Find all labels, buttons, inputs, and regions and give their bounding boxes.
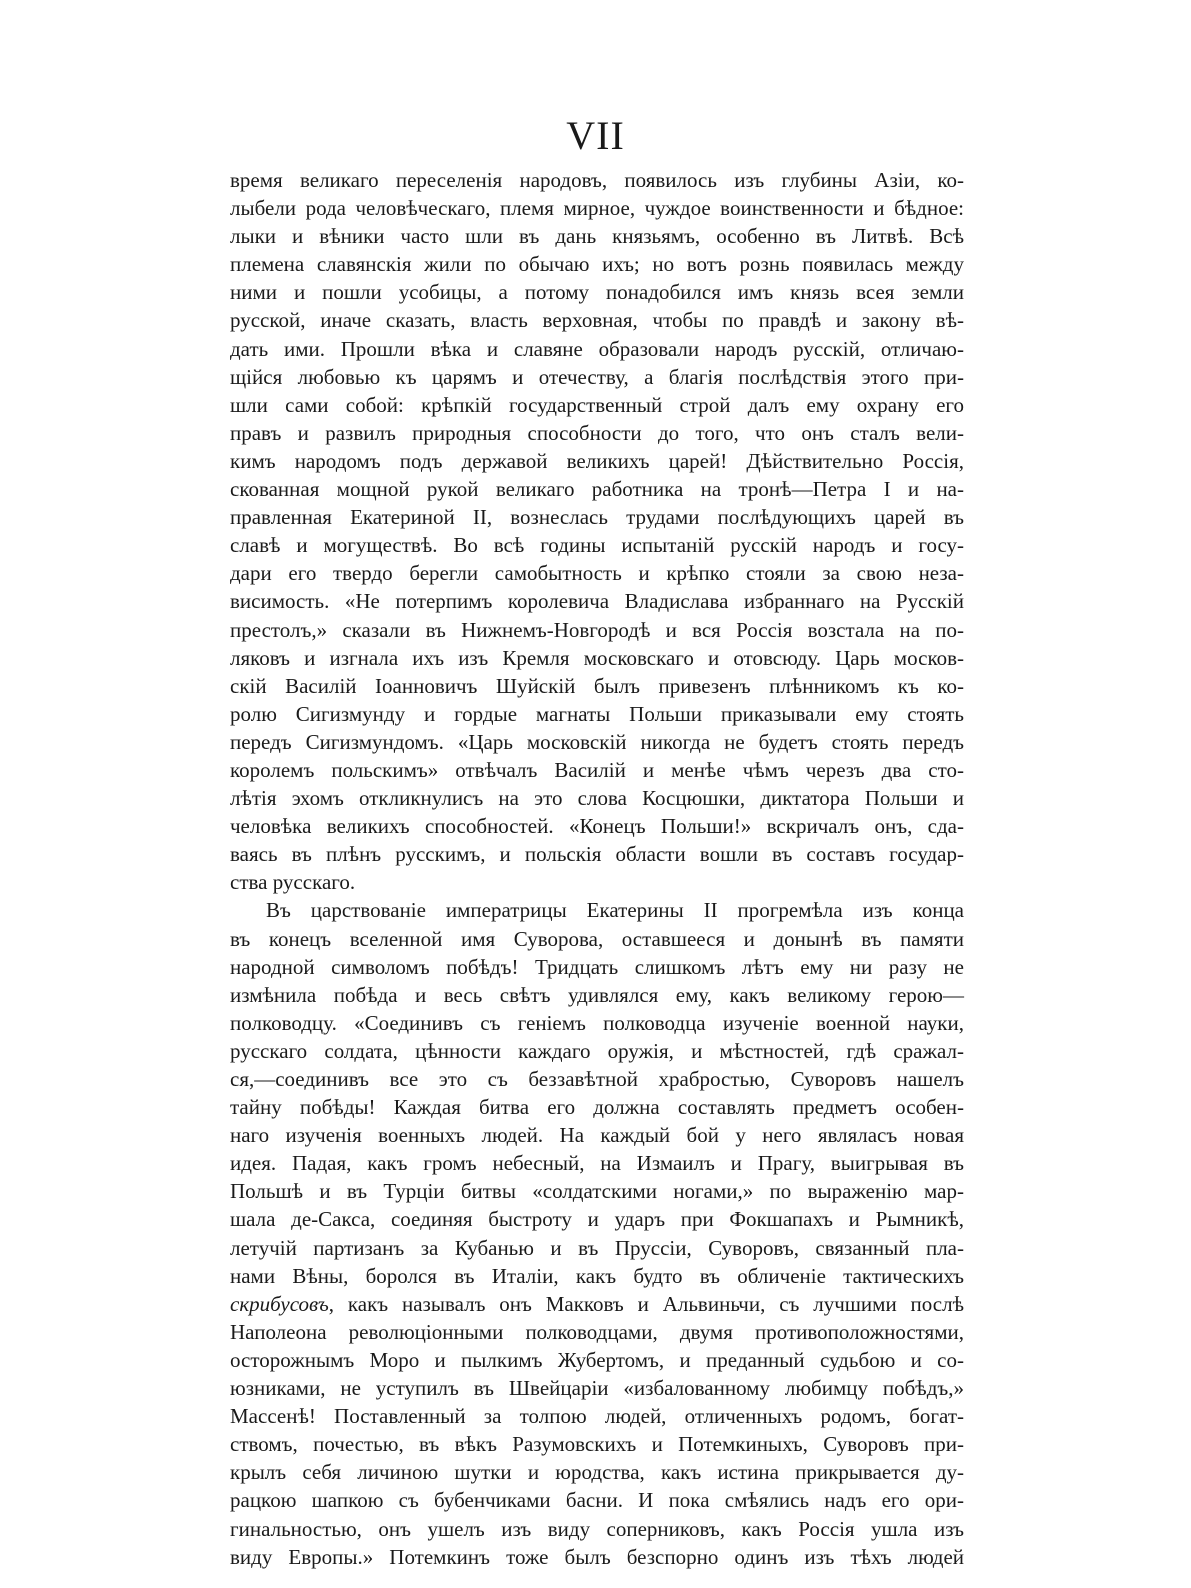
paragraph-start-line: Въ царствованіе императрицы Екатерины II прогремѣла изъ конца <box>266 898 964 923</box>
text-line: время великаго переселенія народовъ, появилось изъ глубины Азіи, ко- <box>230 168 964 192</box>
text-line: крылъ себя личиною шутки и юродства, какъ истина прикрывается ду- <box>230 1460 964 1485</box>
text-line: виду Европы.» Потемкинъ тоже былъ безспорно одинъ изъ тѣхъ людей <box>230 1544 964 1569</box>
text-line: ся,—соединивъ все это съ беззавѣтной храбростью, Суворовъ нашелъ <box>230 1067 964 1091</box>
text-line: гинальностью, онъ ушелъ изъ виду соперниковъ, какъ Россія ушла изъ <box>230 1516 964 1541</box>
text-line: кимъ народомъ подъ державой великихъ царей! Дѣйствительно Россія, <box>230 448 964 473</box>
text-line: Польшѣ и въ Турціи битвы «солдатскими ногами,» по выраженію мар- <box>230 1179 964 1204</box>
text-line: шли сами собой: крѣпкій государственный строй далъ ему охрану его <box>230 392 964 417</box>
text-line: измѣнила побѣда и весь свѣтъ удивлялся ему, какъ великому герою— <box>230 982 964 1007</box>
page-number: VII <box>566 113 625 158</box>
italic-word: скрибусовъ <box>230 1291 329 1316</box>
text-line: въ конецъ вселенной имя Суворова, оставшееся и донынѣ въ памяти <box>230 926 964 951</box>
text-line: ваясь въ плѣнъ русскимъ, и польскія области вошли въ составъ государ- <box>230 842 964 867</box>
text-line: юзниками, не уступилъ въ Швейцаріи «избалованному любимцу побѣдъ,» <box>230 1376 964 1401</box>
text-line: человѣка великихъ способностей. «Конецъ Польши!» вскричалъ онъ, сда- <box>230 814 964 839</box>
text-line: наго изученія военныхъ людей. На каждый бой у него являласъ новая <box>230 1123 964 1148</box>
text-line: нами Вѣны, боролся въ Италіи, какъ будто въ обличеніе тактическихъ <box>230 1263 964 1288</box>
text-line: щійся любовью къ царямъ и отечеству, а благія послѣдствія этого при- <box>230 364 964 389</box>
body-text <box>230 166 964 1571</box>
text-line: висимость. «Не потерпимъ королевича Владислава избраннаго на Русскій <box>230 589 964 614</box>
text-line: ляковъ и изгнала ихъ изъ Кремля московскаго и отовсюду. Царь москов- <box>230 645 964 670</box>
text-line: летучій партизанъ за Кубанью и въ Пруссіи, Суворовъ, связанный пла- <box>230 1235 964 1260</box>
text-line: дать ими. Прошли вѣка и славяне образовали народъ русскій, отличаю- <box>230 336 964 361</box>
text-line: королемъ польскимъ» отвѣчалъ Василій и менѣе чѣмъ черезъ два сто- <box>230 757 964 782</box>
text-line: правъ и развилъ природныя способности до того, что онъ сталъ вели- <box>230 420 964 445</box>
text-line: тайну побѣды! Каждая битва его должна составлять предметъ особен- <box>230 1095 964 1120</box>
text-line: дари его твердо берегли самобытность и крѣпко стояли за свою неза- <box>230 561 964 586</box>
text-line: славѣ и могуществѣ. Во всѣ годины испытаній русскій народъ и госу- <box>230 533 964 558</box>
text-line: племена славянскія жили по обычаю ихъ; но вотъ рознь появилась между <box>230 252 964 277</box>
text-line: ствомъ, почестью, въ вѣкъ Разумовскихъ и Потемкиныхъ, Суворовъ при- <box>230 1432 964 1457</box>
text-line-italic-start: скрибусовъ, какъ называлъ онъ Макковъ и Альвиньчи, съ лучшими послѣ <box>230 1291 964 1316</box>
text-line: ролю Сигизмунду и гордые магнаты Польши приказывали ему стоять <box>230 701 964 726</box>
text-line: лыбели рода человѣческаго, племя мирное, чуждое воинственности и бѣдное: <box>230 196 964 221</box>
text-line: правленная Екатериной II, вознеслась трудами послѣдующихъ царей въ <box>230 505 964 530</box>
text-line: осторожнымъ Моро и пылкимъ Жубертомъ, и преданный судьбою и со- <box>230 1347 964 1372</box>
text-line: русскаго солдата, цѣнности каждаго оружія, и мѣстностей, гдѣ сражал- <box>230 1038 964 1063</box>
text-line: шала де-Сакса, соединяя быстроту и ударъ при Фокшапахъ и Рымникѣ, <box>230 1207 964 1232</box>
text-line: полководцу. «Соединивъ съ геніемъ полководца изученіе военной науки, <box>230 1010 964 1035</box>
text-line: престолъ,» сказали въ Нижнемъ-Новгородѣ и вся Россія возстала на по- <box>230 617 964 642</box>
text-line: передъ Сигизмундомъ. «Царь московскій никогда не будетъ стоять передъ <box>230 729 964 754</box>
paragraph-end-line: ства русскаго. <box>230 870 356 895</box>
text-line: Наполеона революціонными полководцами, двумя противоположностями, <box>230 1319 964 1344</box>
text-line: идея. Падая, какъ громъ небесный, на Измаилъ и Прагу, выигрывая въ <box>230 1151 964 1176</box>
text-line: лыки и вѣники часто шли въ дань князьямъ, особенно въ Литвѣ. Всѣ <box>230 224 964 249</box>
text-line: русской, иначе сказать, власть верховная, чтобы по правдѣ и закону вѣ- <box>230 308 964 333</box>
text-line: народной символомъ побѣдъ! Тридцать слишкомъ лѣтъ ему ни разу не <box>230 954 964 979</box>
text-line: лѣтія эхомъ откликнулисъ на это слова Косцюшки, диктатора Польши и <box>230 786 964 811</box>
text-line: ними и пошли усобицы, а потому понадобился имъ князь всея земли <box>230 280 964 305</box>
text-line: скованная мощной рукой великаго работника на тронѣ—Петра I и на- <box>230 477 964 502</box>
text-line: скій Василій Іоанновичъ Шуйскій былъ привезенъ плѣнникомъ къ ко- <box>230 673 964 698</box>
text-line: рацкою шапкою съ бубенчиками басни. И пока смѣялись надъ его ори- <box>230 1488 964 1513</box>
text-line: Массенѣ! Поставленный за толпою людей, отличенныхъ родомъ, богат- <box>230 1404 964 1429</box>
